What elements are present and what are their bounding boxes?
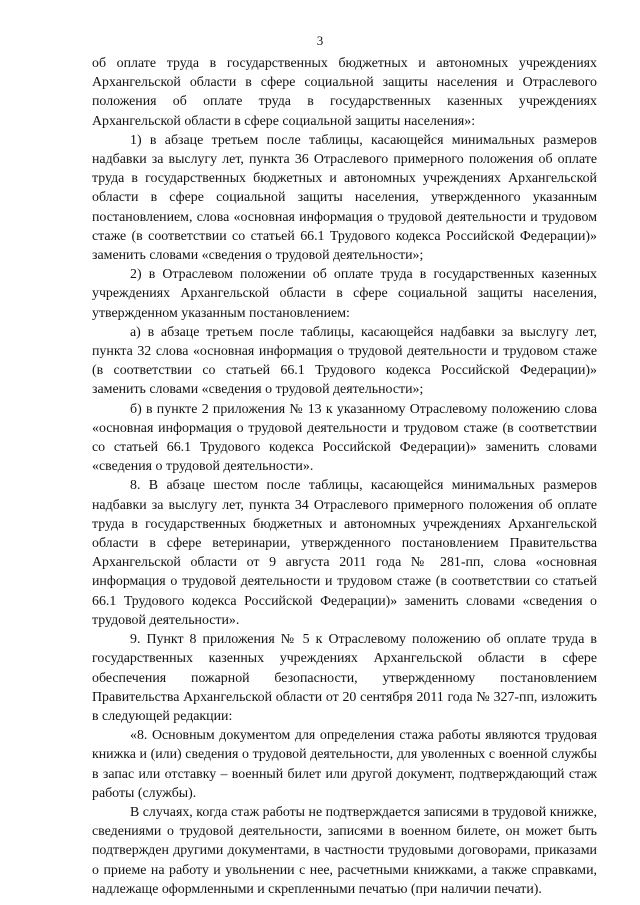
paragraph-item-1: 1) в абзаце третьем после таблицы, касающейся минимальных размеров надбавки за выслугу лет, пункта 36 Отраслевого примерного положения об оплате труда в государственных бюджетных и автономных учреждениях Архангельской области в сфере социальной защиты населения, утвержденного указанным постановлением, слова «основная информация о трудовой деятельности и трудовом стаже (в соответствии со статьей 66.1 Трудового кодекса Российской Федерации)» заменить словами «сведения о трудовой деятельности»; [92,132,597,264]
paragraph-intro-continuation: об оплате труда в государственных бюджетных и автономных учреждениях Архангельской области в сфере социальной защиты населения и Отраслевого положения об оплате труда в государственных казенных учреждениях Архангельской области в сфере социальной защиты населения»: [92,56,597,129]
paragraph-quoted-point-8: «8. Основным документом для определения стажа работы являются трудовая книжка и (или) сведения о трудовой деятельности, для уволенных с военной службы в запас или отставку – военный билет или другой документ, подтверждающий стаж работы (службы). [92,728,597,801]
document-body [92,54,597,899]
paragraph-point-8: 8. В абзаце шестом после таблицы, касающейся минимальных размеров надбавки за выслугу лет, пункта 34 Отраслевого примерного положения об оплате труда в государственных бюджетных и автономных учреждениях Архангельской области в сфере ветеринарии, утвержденного постановлением Правительства Архангельской области от 9 августа 2011 года № 281-пп, слова «основная информация о трудовой деятельности и трудовом стаже (в соответствии со статьей 66.1 Трудового кодекса Российской Федерации)» заменить словами «сведения о трудовой деятельности». [92,478,597,628]
paragraph-item-2b: б) в пункте 2 приложения № 13 к указанному Отраслевому положению слова «основная информация о трудовой деятельности и трудовом стаже (в соответствии со статьей 66.1 Трудового кодекса Российской Федерации)» заменить словами «сведения о трудовой деятельности». [92,401,597,475]
paragraph-quoted-continuation: В случаях, когда стаж работы не подтверждается записями в трудовой книжке, сведениями о трудовой деятельности, записями в военном билете, он может быть подтвержден другими документами, в частности трудовыми договорами, приказами о приеме на работу и увольнении с нее, расчетными книжками, а также справками, надлежаще оформленными и скрепленными печатью (при наличии печати). [92,804,597,897]
paragraph-item-2a: а) в абзаце третьем после таблицы, касающейся надбавки за выслугу лет, пункта 32 слова «основная информация о трудовой деятельности и трудовом стаже (в соответствии со статьей 66.1 Трудового кодекса Российской Федерации)» заменить словами «сведения о трудовой деятельности»; [92,324,597,398]
page-number: 3 [316,33,324,48]
paragraph-item-2: 2) в Отраслевом положении об оплате труда в государственных казенных учреждениях Архангельской области в сфере социальной защиты населения, утвержденном указанным постановлением: [92,267,597,321]
paragraph-point-9: 9. Пункт 8 приложения № 5 к Отраслевому положению об оплате труда в государственных казенных учреждениях Архангельской области в сфере обеспечения пожарной безопасности, утвержденному постановлением Правительства Архангельской области от 20 сентября 2011 года № 327-пп, изложить в следующей редакции: [92,632,597,724]
